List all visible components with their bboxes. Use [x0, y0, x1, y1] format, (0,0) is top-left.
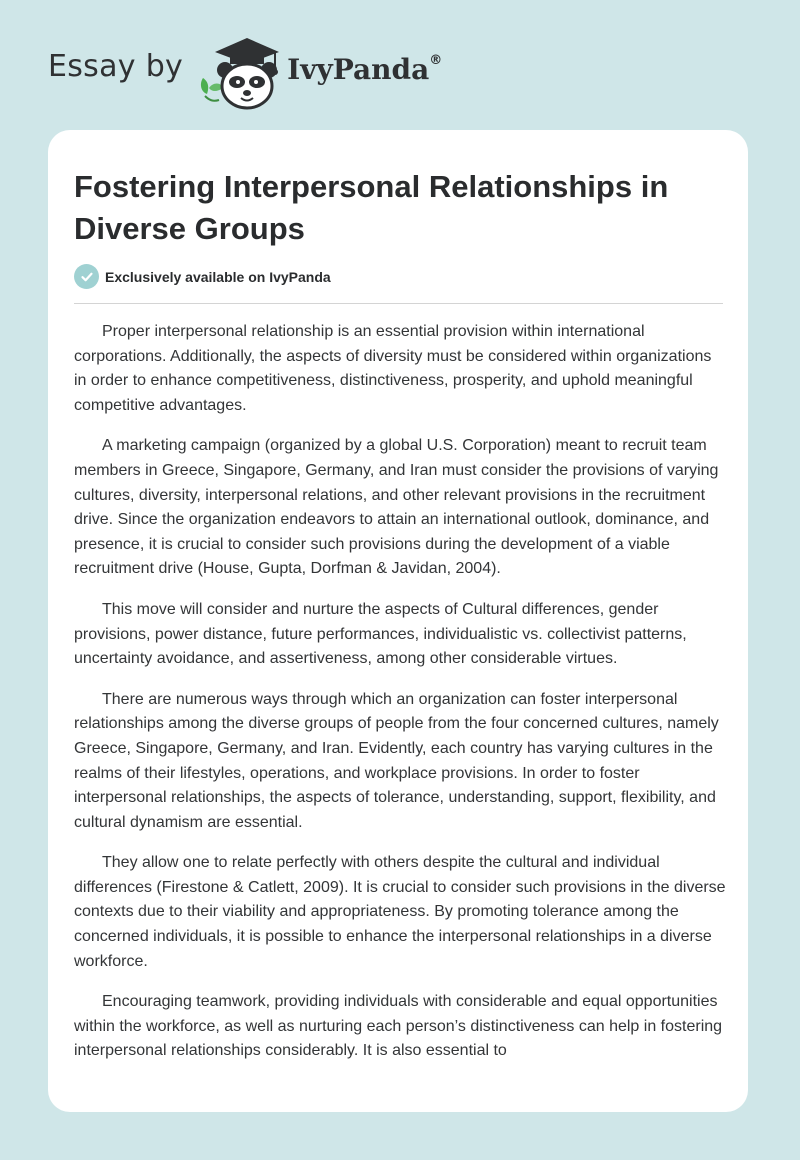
paragraph: Encouraging teamwork, providing individuals with considerable and equal opportunities within the workforce, as well as nurturing each person’s distinctiveness can help in fostering interpersonal relationships considerably. It is also essential to [74, 993, 723, 1060]
site-header [48, 30, 442, 110]
essay-title: Fostering Interpersonal Relationships in Diverse Groups [74, 169, 669, 246]
paragraph: This move will consider and nurture the aspects of Cultural differences, gender provisions, power distance, future performances, individualistic vs. collectivist patterns, uncertainty avoidance, and assertiveness, among other considerable virtues. [74, 600, 687, 668]
paragraph: There are numerous ways through which an organization can foster interpersonal relationships among the diverse groups of people from the four concerned cultures, namely Greece, Singapore, Germany, and Iran. Evidently, each country has varying cultures in the realms of their lifestyles, operations, and workplace provisions. In order to foster interpersonal relationships, the aspects of tolerance, understanding, support, flexibility, and cultural dynamism are essential. [74, 690, 719, 831]
essay-card [48, 130, 748, 1112]
check-circle-icon [74, 264, 99, 289]
exclusive-badge-label: Exclusively available on IvyPanda [105, 268, 331, 285]
registered-mark: ® [429, 53, 443, 69]
exclusive-badge [74, 264, 331, 289]
essay-by-label: Essay by [48, 48, 184, 84]
paragraph: They allow one to relate perfectly with others despite the cultural and individual differences (Firestone & Catlett, 2009). It is crucial to consider such provisions in the diverse contexts due to their viability and appropriateness. By promoting tolerance among the concerned individuals, it is possible to enhance the interpersonal relationships in a diverse workforce. [74, 854, 726, 970]
ivypanda-logo-link[interactable] [197, 30, 442, 110]
divider [74, 303, 723, 304]
essay-body [74, 320, 726, 1080]
brand-name: IvyPanda® [287, 52, 443, 86]
paragraph: Proper interpersonal relationship is an essential provision within international corporations. Additionally, the aspects of diversity must be considered within organizations in order to enhance competitiveness, distinctiveness, prosperity, and uphold meaningful competitive advantages. [74, 323, 712, 414]
paragraph: A marketing campaign (organized by a global U.S. Corporation) meant to recruit team members in Greece, Singapore, Germany, and Iran must consider the provisions of varying cultures, diversity, interpersonal relations, and other relevant provisions in the recruitment drive. Since the organization endeavors to attain an international outlook, dominance, and presence, it is crucial to consider such provisions during the development of a viable recruitment drive (House, Gupta, Dorfman & Javidan, 2004). [74, 437, 719, 578]
panda-logo-icon [197, 30, 283, 110]
